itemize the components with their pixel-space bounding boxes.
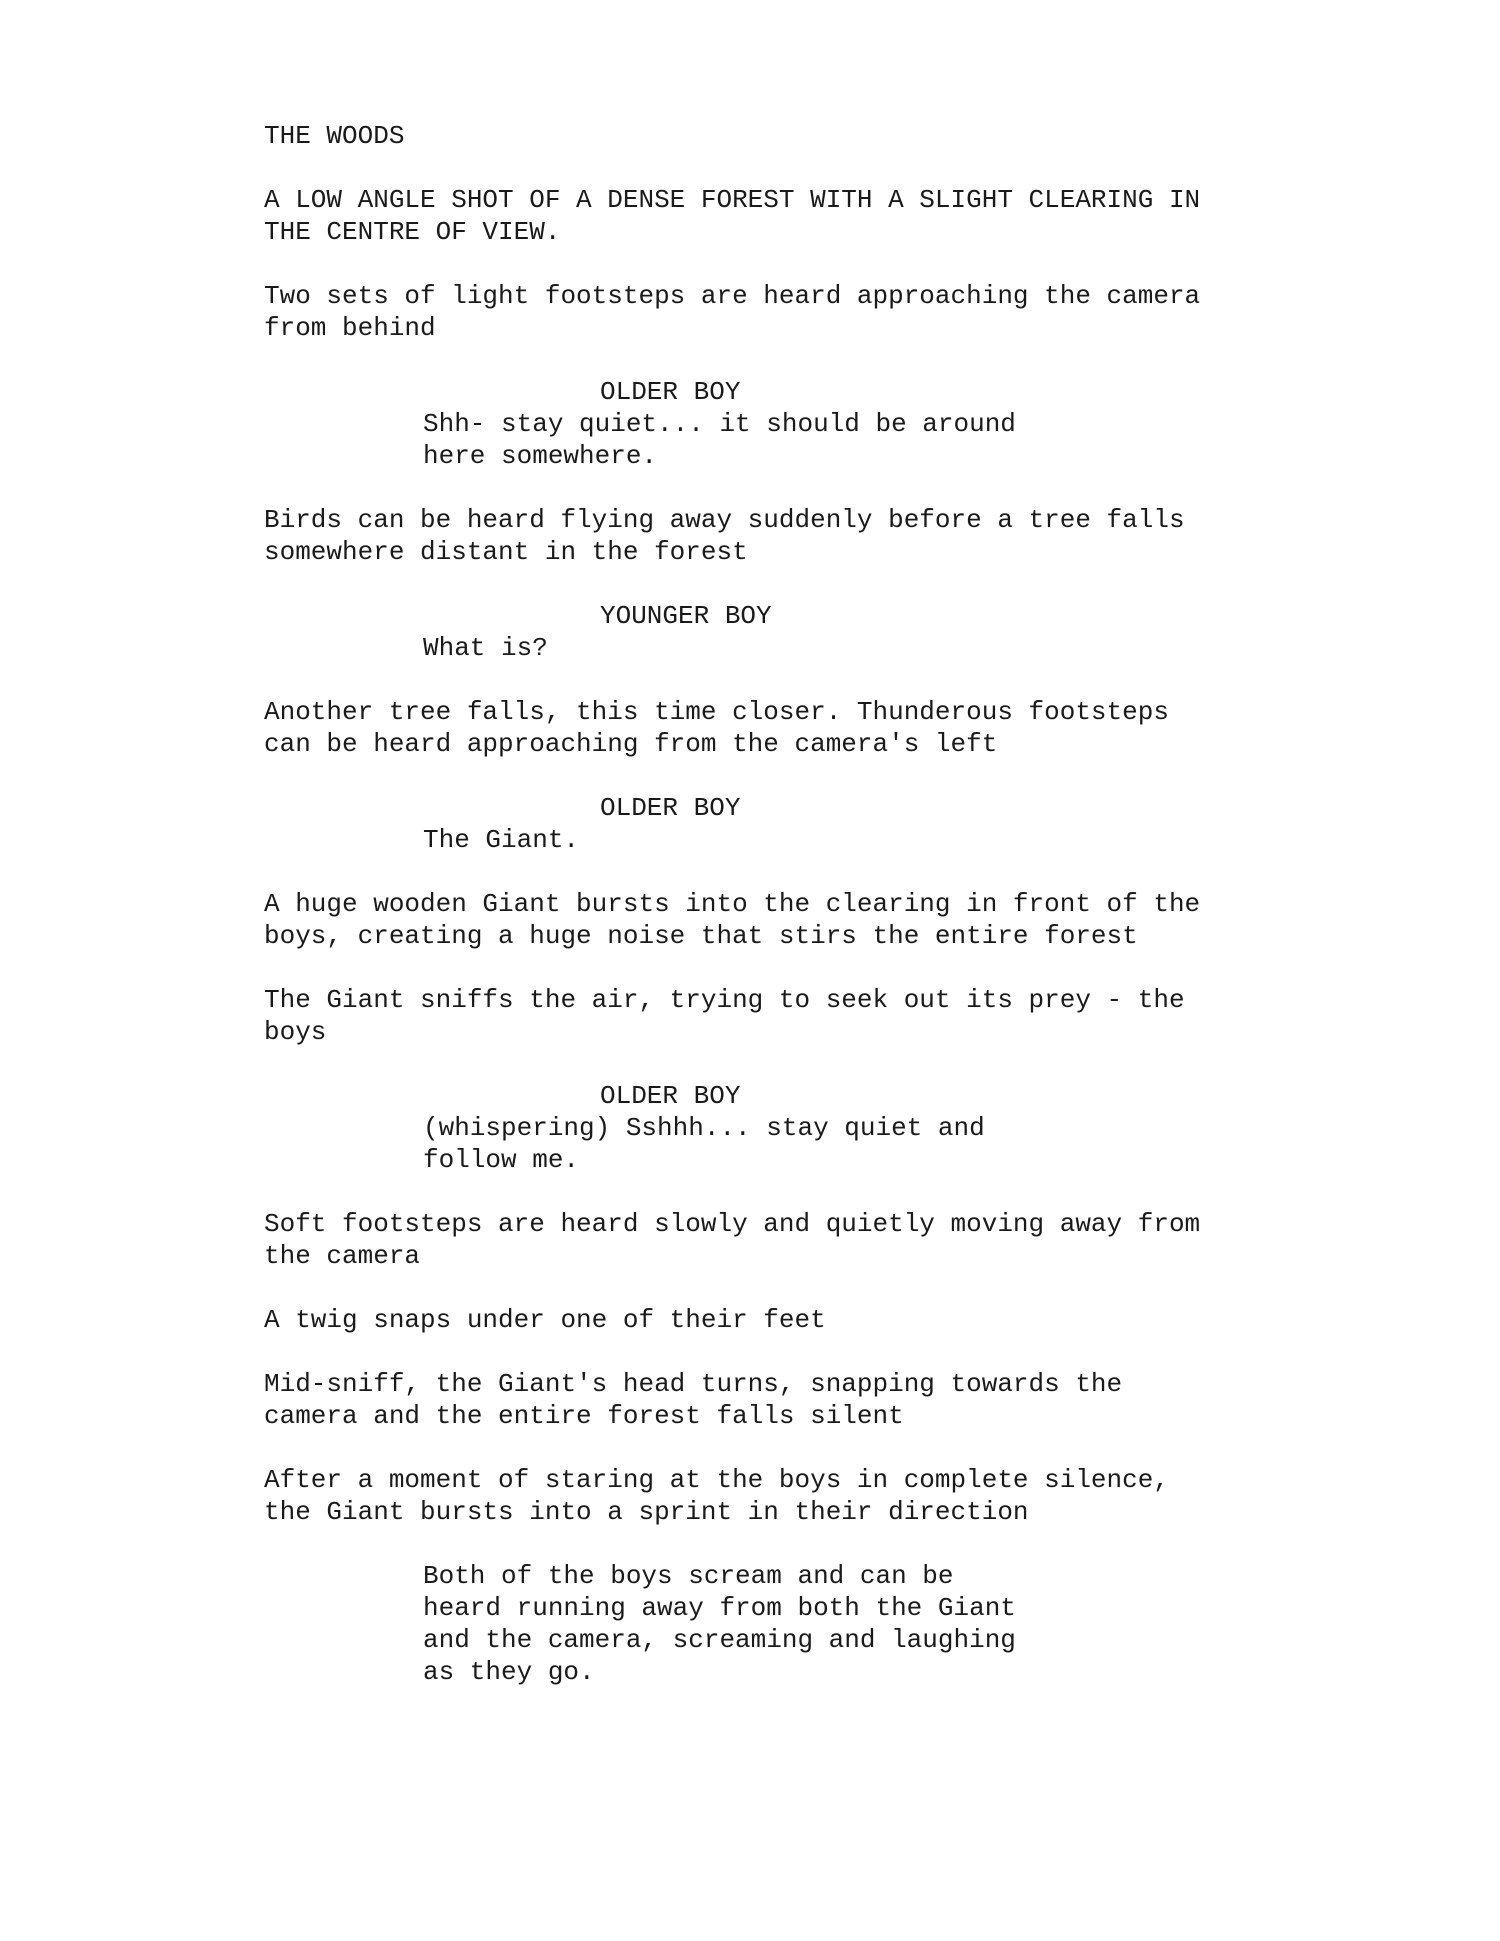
action-line: can be heard approaching from the camera's left [264, 729, 998, 759]
scene-heading-text: THE WOODS [264, 121, 405, 151]
note-line: heard running away from both the Giant [423, 1593, 1016, 1623]
action-block [264, 1368, 1344, 1432]
action-block [264, 984, 1344, 1048]
character-name: OLDER BOY [600, 793, 741, 823]
action-line: camera and the entire forest falls silent [264, 1401, 904, 1431]
action-block [264, 696, 1344, 760]
action-line: Another tree falls, this time closer. Thunderous footsteps [264, 697, 1169, 727]
screenplay-page [264, 120, 1344, 1720]
action-block [264, 888, 1344, 952]
direction-block [264, 1560, 1344, 1688]
action-block [264, 504, 1344, 568]
dialogue-line: What is? [423, 633, 548, 663]
dialogue-block [264, 1112, 1344, 1176]
character-name: YOUNGER BOY [600, 601, 772, 631]
action-block [264, 184, 1344, 248]
action-line: Two sets of light footsteps are heard approaching the camera [264, 281, 1201, 311]
character-cue [264, 376, 1344, 408]
dialogue-line: here somewhere. [423, 441, 658, 471]
action-line: the Giant bursts into a sprint in their direction [264, 1497, 1029, 1527]
action-line: Mid-sniff, the Giant's head turns, snapping towards the [264, 1369, 1123, 1399]
action-line: THE CENTRE OF VIEW. [264, 217, 561, 247]
dialogue-block [264, 824, 1344, 856]
action-line: the camera [264, 1241, 421, 1271]
action-line: boys [264, 1017, 327, 1047]
action-block [264, 1208, 1344, 1272]
action-line: Soft footsteps are heard slowly and quietly moving away from [264, 1209, 1201, 1239]
character-name: OLDER BOY [600, 1081, 741, 1111]
action-line: boys, creating a huge noise that stirs the entire forest [264, 921, 1138, 951]
note-line: and the camera, screaming and laughing [423, 1625, 1016, 1655]
action-line: A twig snaps under one of their feet [264, 1305, 826, 1335]
action-block [264, 1464, 1344, 1528]
action-block [264, 280, 1344, 344]
dialogue-block [264, 632, 1344, 664]
action-line: After a moment of staring at the boys in complete silence, [264, 1465, 1169, 1495]
action-line: A huge wooden Giant bursts into the clearing in front of the [264, 889, 1201, 919]
scene-heading [264, 120, 1344, 152]
character-cue [264, 792, 1344, 824]
dialogue-line: The Giant. [423, 825, 580, 855]
dialogue-block [264, 408, 1344, 472]
dialogue-line: follow me. [423, 1145, 580, 1175]
action-block [264, 1304, 1344, 1336]
action-line: from behind [264, 313, 436, 343]
character-cue [264, 1080, 1344, 1112]
script-body [264, 184, 1344, 1688]
action-line: Birds can be heard flying away suddenly before a tree falls [264, 505, 1185, 535]
action-line: A LOW ANGLE SHOT OF A DENSE FOREST WITH A SLIGHT CLEARING IN [264, 185, 1201, 215]
character-name: OLDER BOY [600, 377, 741, 407]
note-line: Both of the boys scream and can be [423, 1561, 954, 1591]
action-line: somewhere distant in the forest [264, 537, 748, 567]
character-cue [264, 600, 1344, 632]
dialogue-line: Shh- stay quiet... it should be around [423, 409, 1016, 439]
note-line: as they go. [423, 1657, 595, 1687]
action-line: The Giant sniffs the air, trying to seek out its prey - the [264, 985, 1185, 1015]
dialogue-line: (whispering) Sshhh... stay quiet and [423, 1113, 985, 1143]
